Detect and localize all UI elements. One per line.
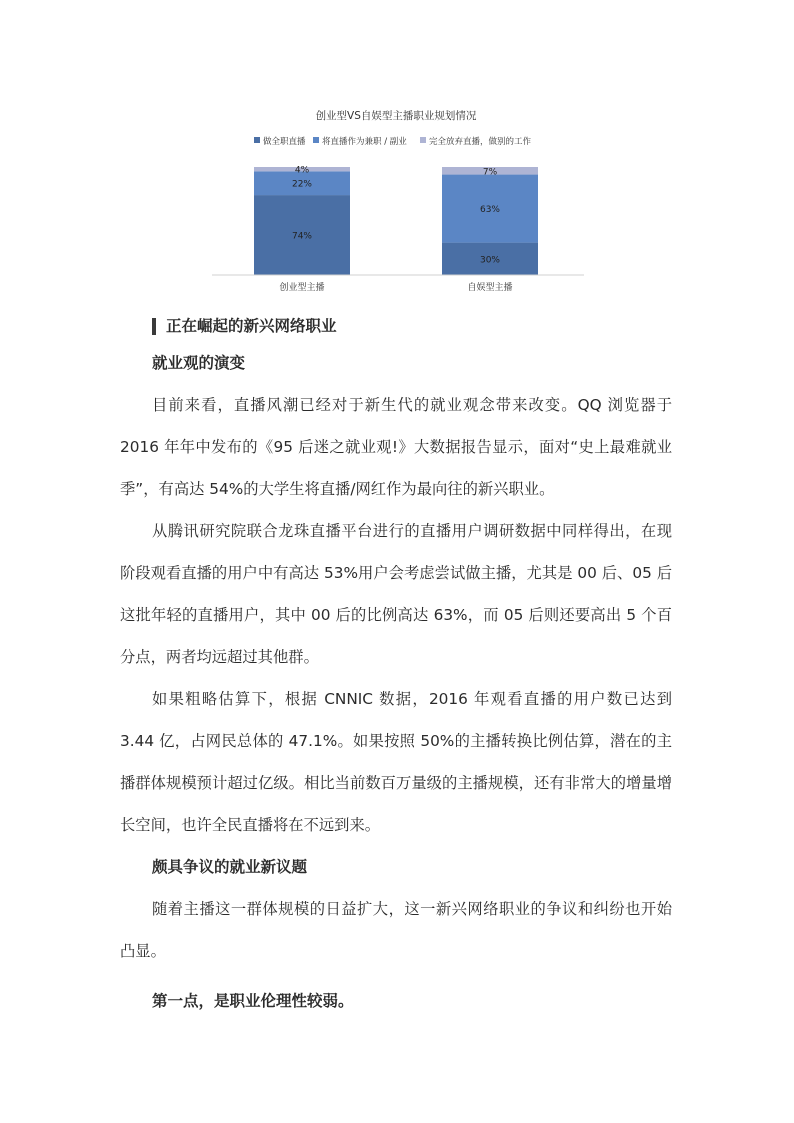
section-heading-text: 正在崛起的新兴网络职业 (166, 317, 337, 335)
x-tick-label: 自娱型主播 (467, 283, 513, 293)
paragraph: 目前来看，直播风潮已经对于新生代的就业观念带来改变。QQ 浏览器于 2016 年年中发布的《95 后迷之就业观!》大数据报告显示，面对“史上最难就业季”，有高达 54%的大学生将直播/网红作为最向往的新兴职业。 (120, 396, 672, 498)
section-heading (152, 310, 672, 342)
data-label: 4% (294, 165, 310, 176)
chart-bars (254, 166, 538, 275)
subheading-employment-view: 就业观的演变 (152, 354, 246, 372)
legend-label: 完全放弃直播，做别的工作 (429, 137, 532, 147)
paragraph: 如果粗略估算下，根据 CNNIC 数据，2016 年观看直播的用户数已达到 3.44 亿，占网民总体的 47.1%。如果按照 50%的主播转换比例估算，潜在的主播群体规模预计超过亿级。相比当前数百万量级的主播规模，还有非常大的增量增长空间，也许全民直播将在不远到来。 (120, 690, 672, 834)
stacked-bar-chart (0, 0, 794, 310)
chart-title: 创业型VS自娱型主播职业规划情况 (315, 110, 477, 122)
data-label: 63% (479, 205, 501, 216)
paragraph: 从腾讯研究院联合龙珠直播平台进行的直播用户调研数据中同样得出，在现阶段观看直播的用户中有高达 53%用户会考虑尝试做主播，尤其是 00 后、05 后这批年轻的直播用户，其中 00 后的比例高达 63%，而 05 后则还要高出 5 个百分点，两者均远超过其他群。 (120, 522, 672, 666)
legend-swatch (313, 137, 319, 143)
subheading-controversy: 颇具争议的就业新议题 (152, 858, 308, 876)
legend-swatch (420, 137, 426, 143)
data-label: 7% (482, 167, 498, 178)
legend-label: 将直播作为兼职 / 副业 (322, 137, 407, 147)
x-axis-ticks (279, 281, 512, 293)
chart-legend (254, 136, 532, 147)
heading-bar-marker (152, 318, 156, 335)
data-label: 30% (479, 255, 501, 266)
data-label: 74% (291, 231, 313, 242)
legend-swatch (254, 137, 260, 143)
paragraph: 随着主播这一群体规模的日益扩大，这一新兴网络职业的争议和纠纷也开始凸显。 (120, 900, 672, 960)
bold-point-line: 第一点，是职业伦理性较弱。 (152, 992, 354, 1010)
data-label: 22% (291, 179, 313, 190)
document-body (120, 310, 672, 1022)
legend-label: 做全职直播 (263, 137, 306, 147)
x-tick-label: 创业型主播 (279, 283, 325, 293)
